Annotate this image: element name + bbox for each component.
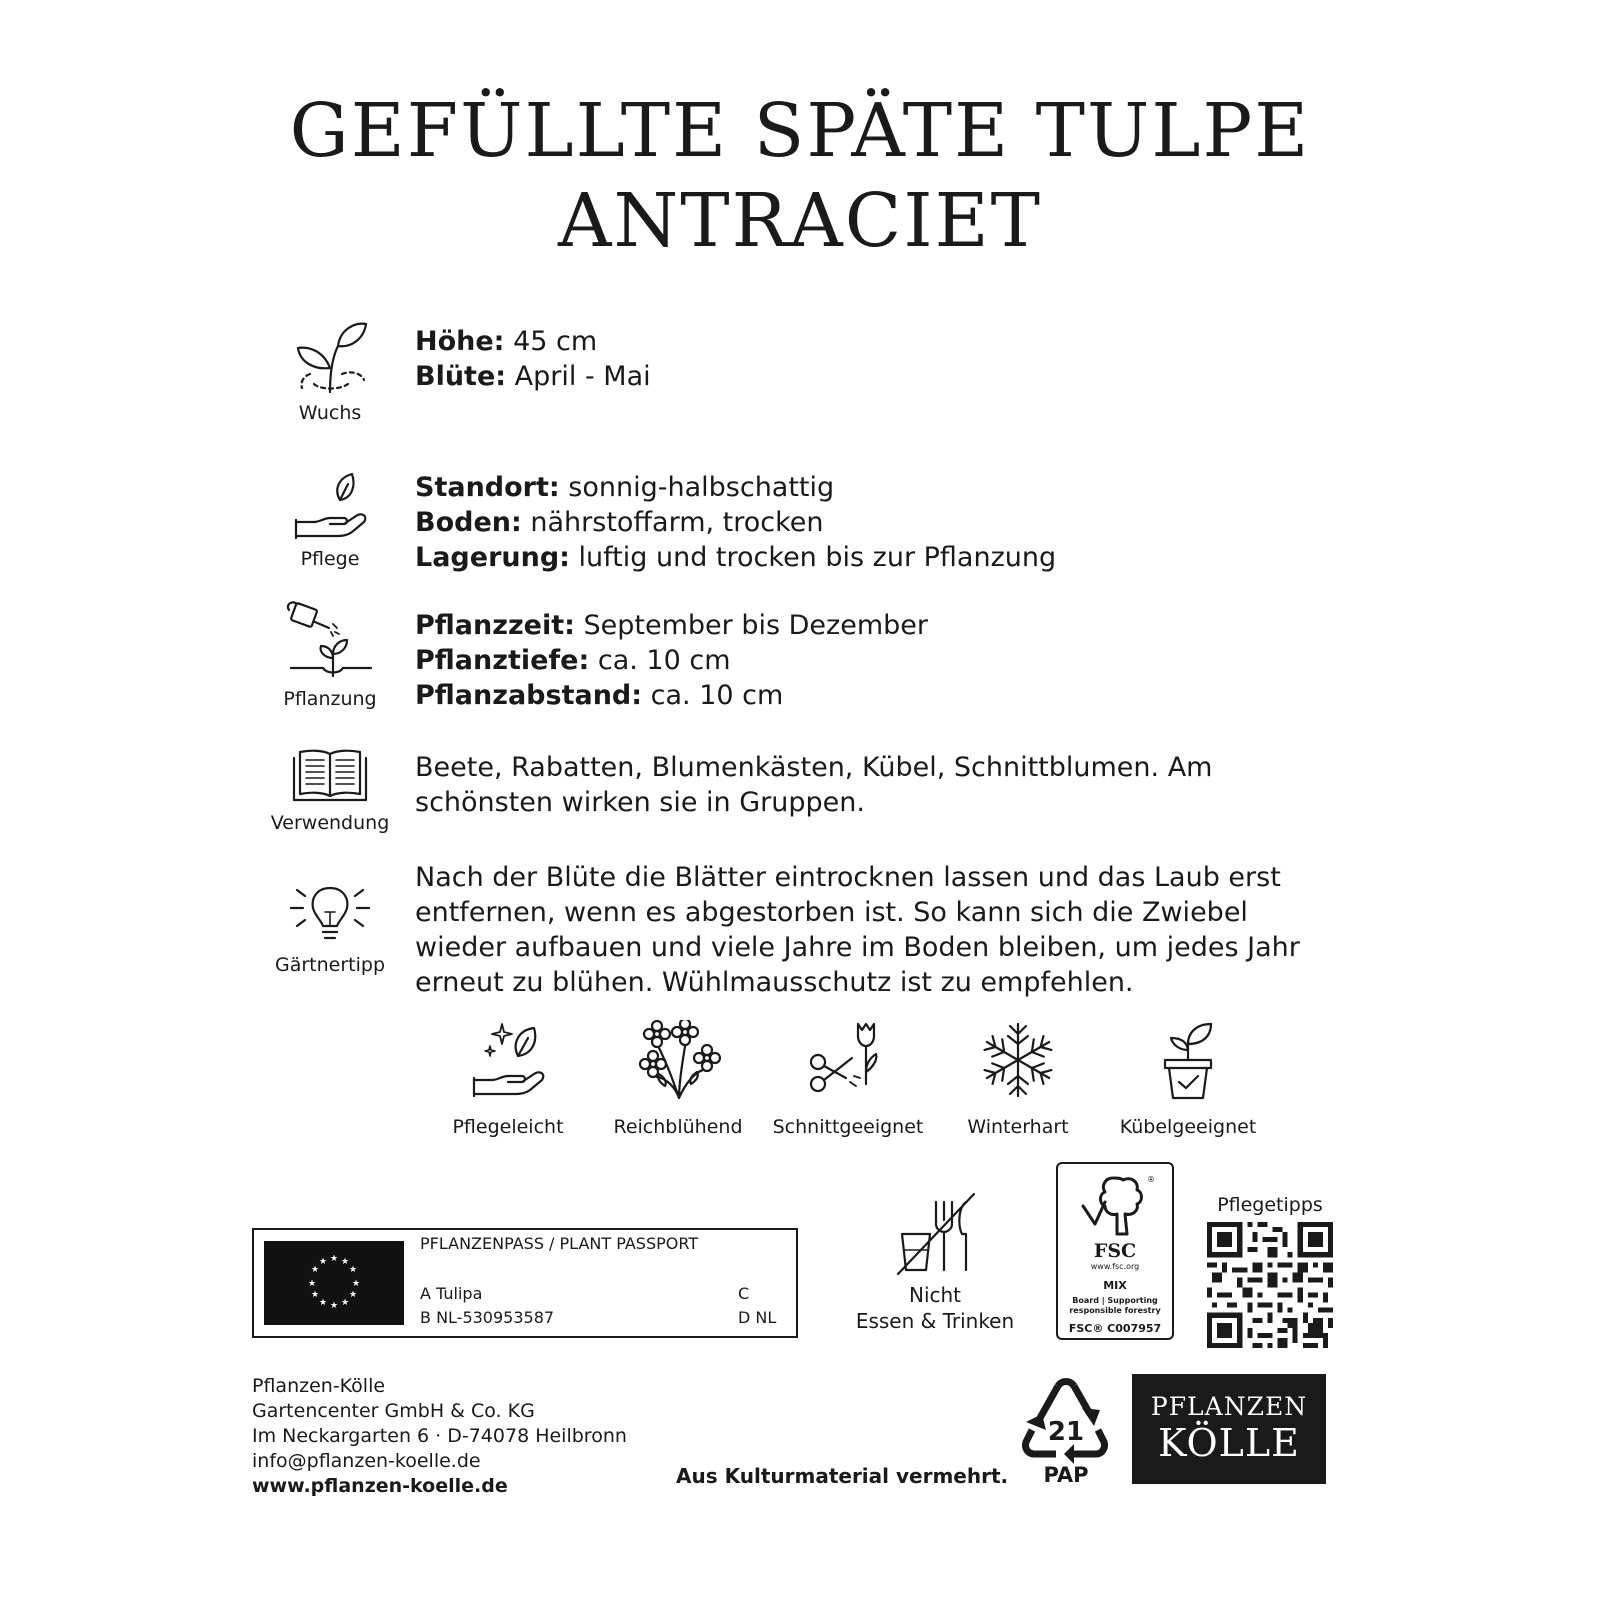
svg-text:★: ★	[340, 1257, 350, 1267]
hand-leaf-icon	[250, 470, 410, 540]
feature-label: Pflegeleicht	[452, 1116, 564, 1138]
fsc-code: FSC® C007957	[1068, 1322, 1162, 1335]
info-icon-gaertnertipp	[250, 882, 410, 976]
brand-line-1: PFLANZEN	[1150, 1392, 1308, 1421]
info-line: Pflanzabstand: ca. 10 cm	[415, 680, 784, 711]
svg-text:®: ®	[1147, 1175, 1155, 1184]
info-section-verwendung	[250, 746, 1350, 846]
svg-text:★: ★	[310, 1265, 320, 1275]
no-food-drink-icon	[850, 1190, 1020, 1276]
light-bulb-icon	[250, 882, 410, 946]
info-section-wuchs	[250, 318, 1350, 438]
info-icon-pflanzung	[250, 600, 410, 710]
svg-text:★: ★	[329, 1254, 339, 1264]
feature-label: Schnittgeeignet	[772, 1116, 924, 1138]
snowflake-icon	[933, 1020, 1103, 1100]
fsc-desc-2: responsible forestry	[1069, 1306, 1161, 1315]
svg-text:★: ★	[318, 1298, 328, 1308]
recycle-code: PAP	[1043, 1463, 1089, 1487]
info-caption: Pflanzung	[283, 688, 377, 710]
address-company-type: Gartencenter GmbH & Co. KG	[252, 1400, 535, 1422]
brand-logo	[1132, 1374, 1326, 1484]
info-caption: Verwendung	[270, 812, 390, 834]
scissors-tulip-icon	[763, 1020, 933, 1100]
info-text-wuchs	[415, 324, 1315, 394]
info-line: Pflanzzeit: September bis Dezember	[415, 610, 928, 641]
plant-passport	[252, 1228, 798, 1338]
svg-text:★: ★	[348, 1265, 358, 1275]
passport-field-c: C	[738, 1284, 750, 1303]
fsc-label	[1056, 1162, 1174, 1340]
recycling-icon	[1018, 1378, 1114, 1492]
fsc-desc-1: Board | Supporting	[1072, 1296, 1158, 1305]
open-book-icon	[250, 746, 410, 804]
info-icon-wuchs	[250, 318, 410, 424]
feature-kuebelgeeignet	[1103, 1020, 1273, 1138]
feature-label: Winterhart	[967, 1116, 1069, 1138]
info-caption: Pflege	[300, 548, 360, 570]
fsc-name: FSC	[1093, 1240, 1137, 1262]
info-text-pflanzung	[415, 608, 1315, 713]
seedling-icon	[250, 318, 410, 394]
svg-text:★: ★	[340, 1298, 350, 1308]
info-section-gaertnertipp	[250, 860, 1350, 1010]
feature-schnittgeeignet	[763, 1020, 933, 1138]
feature-label: Kübelgeeignet	[1119, 1116, 1257, 1138]
address-website[interactable]: www.pflanzen-koelle.de	[252, 1475, 508, 1497]
feature-reichbluehend	[593, 1020, 763, 1138]
info-caption: Gärtnertipp	[274, 954, 386, 976]
feature-pflegeleicht	[423, 1020, 593, 1138]
info-line: Pflanztiefe: ca. 10 cm	[415, 645, 731, 676]
info-line: Höhe: 45 cm	[415, 326, 598, 357]
info-section-pflege	[250, 470, 1350, 580]
not-edible-line-2: Essen & Trinken	[855, 1309, 1015, 1333]
info-icon-verwendung	[250, 746, 410, 834]
recycle-number: 21	[1047, 1417, 1085, 1447]
not-edible-line-1: Nicht	[908, 1283, 962, 1307]
watering-can-icon	[250, 600, 410, 680]
svg-text:★: ★	[348, 1290, 358, 1300]
passport-field-b: B NL-530953587	[420, 1308, 555, 1327]
not-edible-notice	[850, 1190, 1020, 1334]
qr-label: Pflegetipps	[1217, 1194, 1323, 1216]
potted-plant-check-icon	[1103, 1020, 1273, 1100]
passport-field-a: A Tulipa	[420, 1284, 483, 1303]
info-line: Blüte: April - Mai	[415, 361, 651, 392]
info-icon-pflege	[250, 470, 410, 570]
svg-text:★: ★	[307, 1279, 317, 1289]
svg-text:★: ★	[351, 1279, 361, 1289]
brand-line-2: KÖLLE	[1158, 1421, 1300, 1465]
svg-text:★: ★	[310, 1290, 320, 1300]
fsc-mix: MIX	[1103, 1279, 1127, 1292]
info-caption: Wuchs	[298, 402, 362, 424]
company-address	[252, 1374, 627, 1499]
passport-header: PFLANZENPASS / PLANT PASSPORT	[420, 1234, 699, 1253]
page-title-line-1: GEFÜLLTE SPÄTE TULPE	[289, 88, 1311, 174]
address-street: Im Neckargarten 6 · D-74078 Heilbronn	[252, 1425, 627, 1447]
info-text-verwendung: Beete, Rabatten, Blumenkästen, Kübel, Schnittblumen. Am schönsten wirken sie in Gruppen.	[415, 752, 1213, 818]
qr-code-icon[interactable]	[1207, 1222, 1333, 1352]
info-text-gaertnertipp: Nach der Blüte die Blätter eintrocknen lassen und das Laub erst entfernen, wenn es abgestorben ist. So kann sich die Zwiebel wieder aufbauen und viele Jahre im Boden bleiben, um jedes Jahr erneut zu blühen. Wühlmausschutz ist zu empfehlen.	[415, 862, 1300, 998]
feature-label: Reichblühend	[613, 1116, 743, 1138]
flowers-icon	[593, 1020, 763, 1100]
info-line: Standort: sonnig-halbschattig	[415, 472, 835, 503]
fsc-url: www.fsc.org	[1090, 1262, 1140, 1271]
info-line: Lagerung: luftig und trocken bis zur Pflanzung	[415, 542, 1057, 573]
passport-field-d: D NL	[738, 1308, 777, 1327]
propagation-note: Aus Kulturmaterial vermehrt.	[676, 1464, 1009, 1488]
feature-winterhart	[933, 1020, 1103, 1138]
address-email[interactable]: info@pflanzen-koelle.de	[252, 1450, 481, 1472]
eu-flag-icon	[264, 1241, 404, 1325]
info-line: Boden: nährstoffarm, trocken	[415, 507, 824, 538]
info-section-pflanzung	[250, 600, 1350, 720]
fsc-tree-icon	[1058, 1172, 1172, 1238]
address-company: Pflanzen-Kölle	[252, 1375, 386, 1397]
svg-text:★: ★	[329, 1301, 339, 1311]
info-text-pflege	[415, 470, 1315, 575]
hand-leaf-sparkle-icon	[423, 1020, 593, 1100]
svg-text:★: ★	[318, 1257, 328, 1267]
page-title-line-2: ANTRACIET	[558, 178, 1042, 264]
